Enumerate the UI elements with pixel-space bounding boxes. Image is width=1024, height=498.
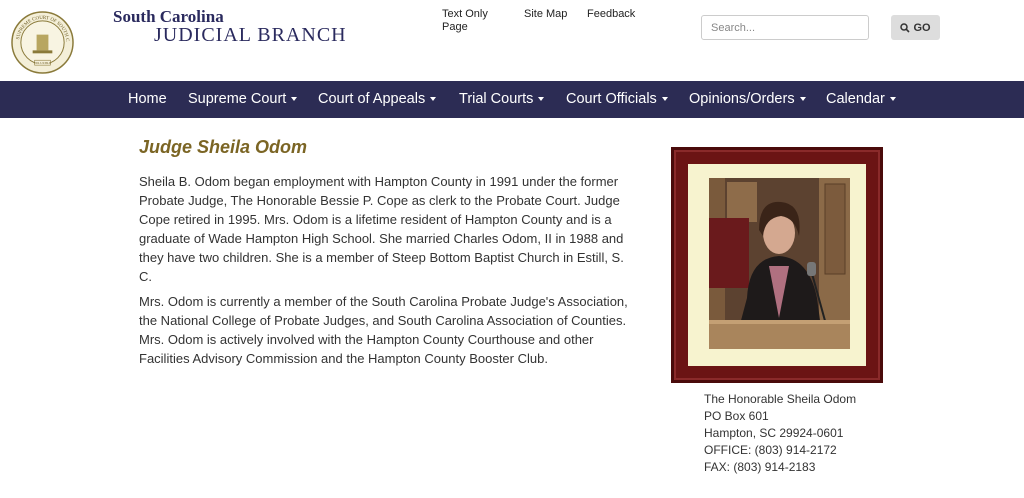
brand-subtitle[interactable]: JUDICIAL BRANCH [154,24,347,46]
portrait-mat [688,164,866,366]
caret-down-icon [800,97,806,101]
nav-label: Calendar [826,91,885,107]
nav-opinions-orders[interactable] [689,81,806,118]
nav-supreme-court[interactable] [188,81,297,118]
judge-portrait [709,178,850,349]
caret-down-icon [430,97,436,101]
search-input[interactable] [701,15,869,40]
page-title: Judge Sheila Odom [139,137,308,157]
go-button-label: GO [913,21,931,34]
site-map-link[interactable]: Site Map [524,8,568,20]
svg-text:NIL ULTRA: NIL ULTRA [34,61,51,66]
bio-paragraph: Sheila B. Odom began employment with Hampton County in 1991 under the former Probate Judge, The Honorable Bessie P. Cope as clerk to the Probate Court. Judge Cope retired in 1995. Mrs. Odom is a lifetime resident of Hampton County and is a graduate of Wade Hampton High School. She married Charles Odom, II in 1988 and they have two children. She is a member of Steep Bottom Baptist Church in Estill, S. C. [139,174,624,284]
contact-po-box: PO Box 601 [704,409,769,423]
nav-label: Court of Appeals [318,91,426,107]
contact-fax: FAX: (803) 914-2183 [704,460,816,474]
svg-text:SUPREME COURT OF SOUTH CAROLIN: SUPREME COURT OF SOUTH C [16,15,70,42]
nav-calendar[interactable] [826,81,896,118]
caret-down-icon [291,97,297,101]
search-go-button[interactable] [891,15,940,40]
nav-label: Opinions/Orders [689,91,795,107]
caret-down-icon [890,97,896,101]
nav-trial-courts[interactable] [459,81,544,118]
caret-down-icon [662,97,668,101]
site-header [0,0,1024,81]
text-only-link[interactable]: Text Only Page [442,8,488,33]
nav-court-officials[interactable] [566,81,668,118]
court-seal-logo[interactable] [11,11,74,74]
main-nav [0,81,1024,118]
brand-title[interactable]: South Carolina [113,7,224,26]
contact-office-phone: OFFICE: (803) 914-2172 [704,443,837,457]
contact-info [704,391,856,476]
contact-city: Hampton, SC 29924-0601 [704,426,844,440]
contact-name: The Honorable Sheila Odom [704,392,857,406]
nav-label: Court Officials [566,91,657,107]
portrait-frame [671,147,883,383]
nav-label: Trial Courts [459,91,534,107]
nav-home[interactable] [128,81,167,118]
caret-down-icon [538,97,544,101]
bio-paragraph: Mrs. Odom is currently a member of the South Carolina Probate Judge's Association, the National College of Probate Judges, and South Carolina Association of Counties. Mrs. Odom is actively involved with the Hampton County Courthouse and other Facilities Advisory Commission and the Hampton County Booster Club. [139,294,628,366]
nav-court-of-appeals[interactable] [318,81,436,118]
feedback-link[interactable]: Feedback [587,8,636,20]
nav-label: Supreme Court [188,91,287,107]
nav-label: Home [128,91,167,107]
search-icon [900,23,910,33]
